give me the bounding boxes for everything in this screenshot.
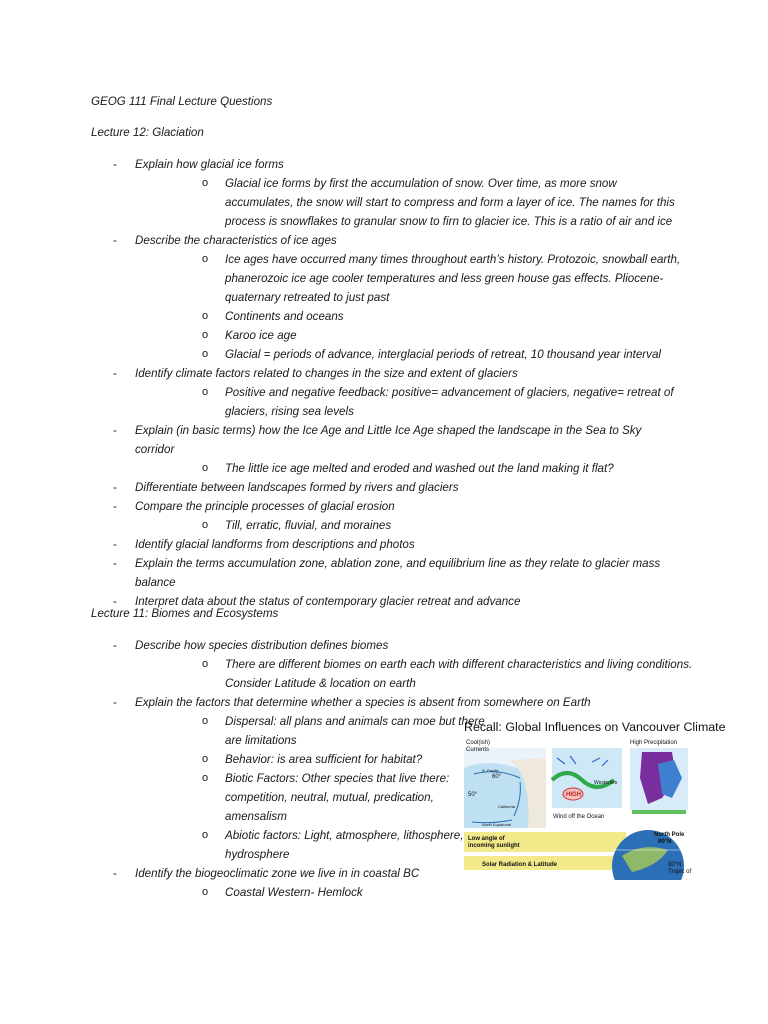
dash-bullet: - bbox=[113, 639, 117, 652]
answer-text: Karoo ice age bbox=[225, 329, 297, 342]
circle-bullet: o bbox=[202, 253, 209, 265]
answer-item bbox=[135, 459, 681, 478]
question-text: Interpret data about the status of contemporary glacier retreat and advance bbox=[135, 595, 521, 608]
circle-bullet: o bbox=[202, 658, 209, 670]
answer-text: Glacial ice forms by first the accumulation of snow. Over time, as more snow accumulates, the snow will start to compress and form a layer of ice. The names for this process is snowflakes to granular snow to firn to glacier ice. This is a ratio of air and ice bbox=[225, 177, 675, 228]
dash-bullet: - bbox=[113, 696, 117, 709]
solar-label: Solar Radiation & Latitude bbox=[482, 862, 558, 868]
answer-item bbox=[135, 307, 681, 326]
answer-item bbox=[135, 826, 495, 864]
question-item bbox=[91, 478, 681, 497]
circle-bullet: o bbox=[202, 177, 209, 189]
question-item bbox=[91, 421, 681, 478]
westerlies-label: Westerlies bbox=[594, 780, 618, 786]
answer-list bbox=[135, 883, 651, 902]
north-pole-label-line2: 90°N bbox=[658, 839, 672, 845]
dash-bullet: - bbox=[113, 234, 117, 247]
answer-text: There are different biomes on earth each with different characteristics and living conditions. Consider Latitude & location on earth bbox=[225, 658, 693, 690]
wind-label: Wind off the Ocean bbox=[553, 814, 605, 820]
answer-list bbox=[135, 459, 681, 478]
climate-figure bbox=[462, 716, 726, 880]
precipitation-panel bbox=[630, 740, 688, 814]
high-label: HIGH bbox=[566, 792, 581, 798]
low-angle-line2: incoming sunlight bbox=[468, 843, 520, 849]
answer-text: Ice ages have occurred many times throughout earth’s history. Protozoic, snowball earth, phanerozoic ice age cooler temperatures and less green house gas effects. Pliocene-quaternary retreated to just past bbox=[225, 253, 681, 304]
answer-text: Biotic Factors: Other species that live there: competition, neutral, mutual, predication, amensalism bbox=[225, 772, 450, 823]
question-text: Describe the characteristics of ice ages bbox=[135, 234, 337, 247]
question-item bbox=[91, 231, 681, 364]
circle-bullet: o bbox=[202, 753, 209, 765]
answer-item bbox=[135, 345, 681, 364]
dash-bullet: - bbox=[113, 595, 117, 608]
circle-bullet: o bbox=[202, 348, 209, 360]
question-text: Explain the terms accumulation zone, ablation zone, and equilibrium line as they relate to glacier mass balance bbox=[135, 557, 661, 589]
page-title: GEOG 111 Final Lecture Questions bbox=[91, 95, 273, 108]
answer-item bbox=[135, 712, 495, 750]
answer-item bbox=[135, 516, 681, 535]
answer-item bbox=[135, 769, 495, 826]
answer-item bbox=[135, 174, 681, 231]
question-text: Explain how glacial ice forms bbox=[135, 158, 284, 171]
answer-list bbox=[135, 383, 681, 421]
ne-pacific-label: N. Pacific bbox=[482, 768, 499, 773]
question-item bbox=[91, 554, 681, 592]
dash-bullet: - bbox=[113, 158, 117, 171]
answer-text: The little ice age melted and eroded and washed out the land making it flat? bbox=[225, 462, 614, 475]
solar-panel bbox=[464, 832, 626, 870]
dash-bullet: - bbox=[113, 481, 117, 494]
question-item bbox=[91, 636, 693, 693]
question-item bbox=[91, 364, 681, 421]
section-heading: Lecture 11: Biomes and Ecosystems bbox=[91, 607, 279, 620]
answer-text: Glacial = periods of advance, interglacial periods of retreat, 10 thousand year interval bbox=[225, 348, 661, 361]
answer-item bbox=[135, 383, 681, 421]
dash-bullet: - bbox=[113, 867, 117, 880]
answer-item bbox=[135, 326, 681, 345]
circle-bullet: o bbox=[202, 886, 209, 898]
question-item bbox=[91, 155, 681, 231]
question-list bbox=[91, 155, 681, 611]
question-text: Explain (in basic terms) how the Ice Age and Little Ice Age shaped the landscape in the Sea to Sky corridor bbox=[135, 424, 642, 456]
precip-label: High Precipitation bbox=[630, 740, 678, 746]
westerlies-panel bbox=[552, 748, 622, 820]
figure-title: Recall: Global Influences on Vancouver Climate bbox=[464, 720, 726, 734]
answer-list bbox=[135, 250, 681, 364]
answer-list bbox=[135, 655, 693, 693]
question-text: Identify glacial landforms from descriptions and photos bbox=[135, 538, 415, 551]
dash-bullet: - bbox=[113, 538, 117, 551]
section-heading: Lecture 12: Glaciation bbox=[91, 126, 204, 139]
question-text: Identify the biogeoclimatic zone we live in in coastal BC bbox=[135, 867, 420, 880]
answer-text: Behavior: is area sufficient for habitat? bbox=[225, 753, 423, 766]
circle-bullet: o bbox=[202, 715, 209, 727]
circle-bullet: o bbox=[202, 519, 209, 531]
question-text: Explain the factors that determine whether a species is absent from somewhere on Earth bbox=[135, 696, 591, 709]
circle-bullet: o bbox=[202, 462, 209, 474]
answer-text: Positive and negative feedback: positive= advancement of glaciers, negative= retreat of glaciers, rising sea levels bbox=[225, 386, 674, 418]
answer-item bbox=[135, 250, 681, 307]
north-equatorial-label: North Equatorial bbox=[482, 822, 511, 827]
lat50-label: 50° bbox=[468, 792, 478, 798]
answer-item bbox=[135, 655, 705, 693]
dash-bullet: - bbox=[113, 367, 117, 380]
answer-list bbox=[135, 174, 681, 231]
circle-bullet: o bbox=[202, 829, 209, 841]
answer-text: Abiotic factors: Light, atmosphere, lithosphere, hydrosphere bbox=[225, 829, 464, 861]
dash-bullet: - bbox=[113, 424, 117, 437]
answer-text: Coastal Western- Hemlock bbox=[225, 886, 363, 899]
low-angle-line1: Low angle of bbox=[468, 836, 505, 842]
question-text: Identify climate factors related to changes in the size and extent of glaciers bbox=[135, 367, 518, 380]
question-text: Describe how species distribution defines biomes bbox=[135, 639, 389, 652]
circle-bullet: o bbox=[202, 386, 209, 398]
question-text: Compare the principle processes of glacial erosion bbox=[135, 500, 395, 513]
question-item bbox=[91, 535, 681, 554]
answer-text: Till, erratic, fluvial, and moraines bbox=[225, 519, 392, 532]
answer-list bbox=[135, 516, 681, 535]
answer-item bbox=[135, 750, 495, 769]
lat60-label: 60° bbox=[492, 774, 502, 780]
circle-bullet: o bbox=[202, 329, 209, 341]
circle-bullet: o bbox=[202, 772, 209, 784]
dash-bullet: - bbox=[113, 500, 117, 513]
currents-label-line2: Currents bbox=[466, 747, 490, 753]
dash-bullet: - bbox=[113, 557, 117, 570]
tropic-label-line1: 30°N bbox=[668, 862, 682, 868]
answer-text: Continents and oceans bbox=[225, 310, 344, 323]
north-pole-label-line1: North Pole bbox=[654, 832, 685, 838]
question-item bbox=[91, 497, 681, 535]
question-text: Differentiate between landscapes formed by rivers and glaciers bbox=[135, 481, 459, 494]
tropic-label-line2: Tropic of bbox=[668, 869, 692, 875]
currents-map-panel bbox=[464, 740, 546, 828]
currents-label-line1: Cool(ish) bbox=[466, 740, 491, 746]
answer-text: Dispersal: all plans and animals can moe but there are limitations bbox=[225, 715, 485, 747]
answer-item bbox=[135, 883, 651, 902]
figure-graphic bbox=[462, 738, 707, 880]
circle-bullet: o bbox=[202, 310, 209, 322]
california-label: California bbox=[498, 804, 515, 809]
